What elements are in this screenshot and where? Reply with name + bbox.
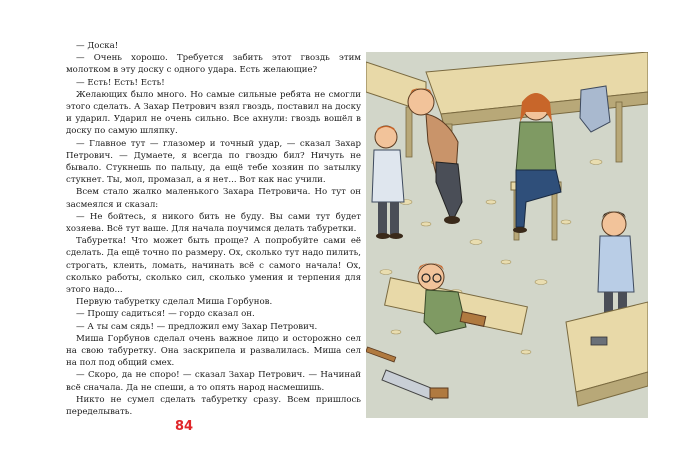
- workshop-illustration: [366, 52, 648, 418]
- paragraph: — А ты сам сядь! — предложил ему Захар Петрович.: [76, 321, 318, 332]
- paragraph: — Скоро, да не споро! — сказал Захар Петрович. — Начинай всё сначала. Да не спеши, а то опять народ насмешишь.: [66, 370, 361, 393]
- plane-icon: [591, 337, 607, 345]
- paragraph: Миша Горбунов сделал очень важное лицо и осторожно сел на свою табуретку. Она заскрипела и развалилась. Миша сел на пол под общий смех.: [66, 333, 361, 369]
- paragraph: Первую табуретку сделал Миша Горбунов.: [76, 297, 273, 308]
- page-number: 84: [174, 419, 194, 434]
- paragraph: — Доска!: [76, 41, 119, 51]
- paragraph: — Очень хорошо. Требуется забить этот гвоздь этим молотком в эту доску с одного удара. Есть желающие?: [66, 53, 361, 76]
- paragraph: Никто не сумел сделать табуретку сразу. Всем пришлось переделывать.: [66, 394, 361, 418]
- paragraph: — Главное тут — глазомер и точный удар, — сказал Захар Петрович. — Думаете, я всегда по гвоздю бил? Ничуть не бывало. Стукнешь по пальцу, да ещё тебе хозяин по затылку стукнет. Ты, мол, промазал, а я нет... Вот как нас учили.: [66, 138, 361, 186]
- paragraph: — Прошу садиться! — гордо сказал он.: [76, 309, 255, 320]
- paragraph: — Есть! Есть! Есть!: [76, 77, 165, 88]
- paragraph: Желающих было много. Но самые сильные ребята не смогли этого сделать. А Захар Петрович взял гвоздь, поставил на доску и ударил. Ударил не очень сильно. Все ахнули: гвоздь вошёл в доску по самую шляпку.: [66, 89, 361, 137]
- paragraph: Табуретка! Что может быть проще? А попробуйте сами её сделать. Да ещё точно по размеру. Ох, сколько тут надо пилить, строгать, клеить, ломать, начинать всё с самого начала! Ох, сколько работы, сколько сил, сколько умения и терпения для этого надо...: [66, 236, 361, 296]
- paragraph: — Не бойтесь, я никого бить не буду. Вы сами тут будет хозяева. Всё тут ваше. Для начала поучимся делать табуретки.: [66, 211, 361, 235]
- workshop-scene: [366, 52, 648, 418]
- paragraph: Всем стало жалко маленького Захара Петровича. Но тут он засмеялся и сказал:: [66, 187, 361, 210]
- story-text: [66, 40, 361, 418]
